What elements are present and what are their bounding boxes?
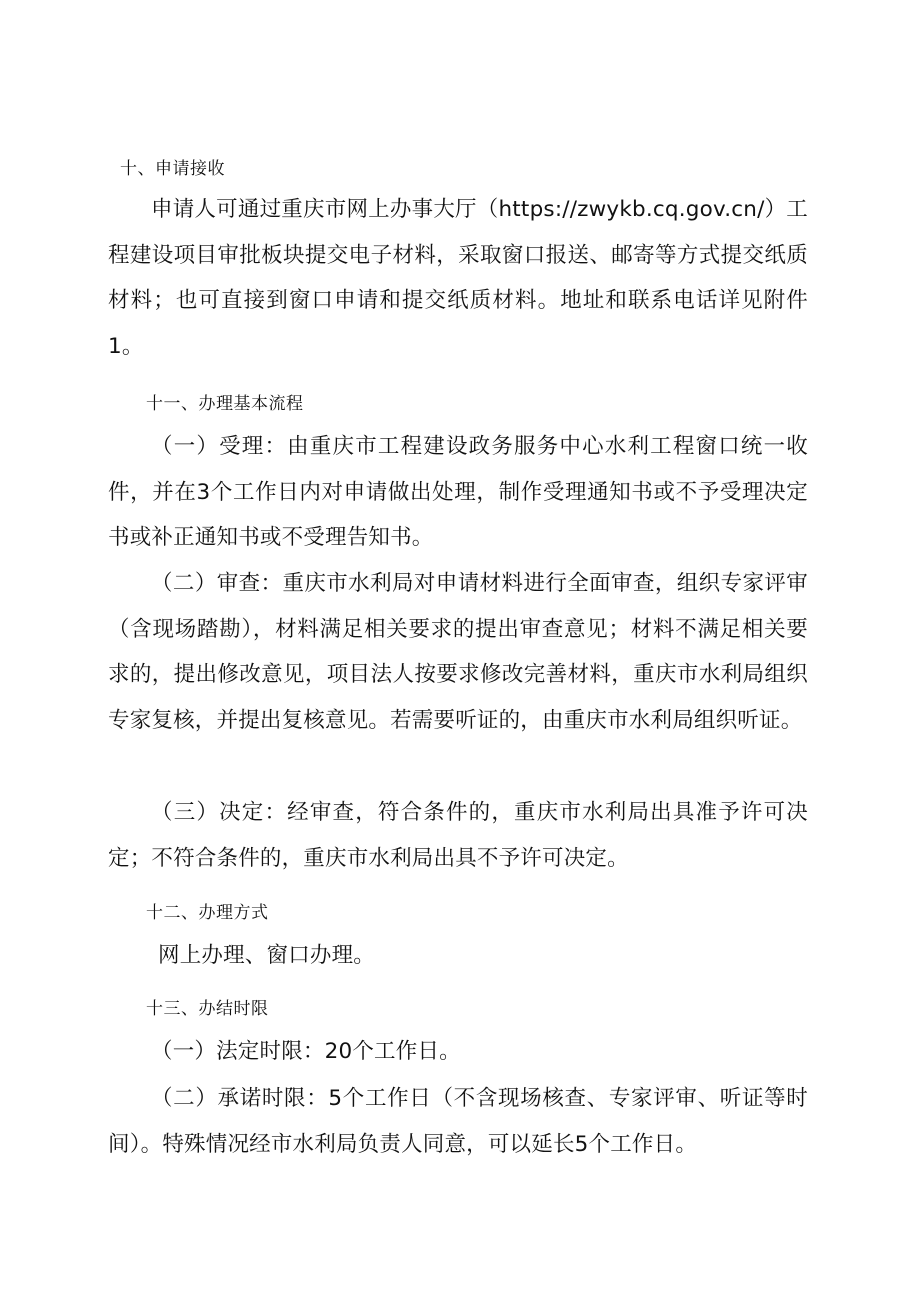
paragraph-committed-time-limit: （二）承诺时限：5个工作日（不含现场核查、专家评审、听证等时间）。特殊情况经市水利局负责人同意，可以延长5个工作日。 xyxy=(108,1086,808,1157)
paragraph-decision: （三）决定：经审查，符合条件的，重庆市水利局出具准予许可决定；不符合条件的，重庆市水利局出具不予许可决定。 xyxy=(108,800,808,871)
section-heading-11: 十一、办理基本流程 xyxy=(146,394,304,414)
paragraph-acceptance: （一）受理：由重庆市工程建设政务服务中心水利工程窗口统一收件，并在3个工作日内对申请做出处理，制作受理通知书或不予受理决定书或补正通知书或不受理告知书。 xyxy=(108,434,808,550)
paragraph-handling-method: 网上办理、窗口办理。 xyxy=(158,943,376,968)
paragraph-review: （二）审查：重庆市水利局对申请材料进行全面审查，组织专家评审（含现场踏勘），材料满足相关要求的提出审查意见；材料不满足相关要求的，提出修改意见，项目法人按要求修改完善材料，重庆市水利局组织专家复核，并提出复核意见。若需要听证的，由重庆市水利局组织听证。 xyxy=(108,571,808,733)
section-heading-12: 十二、办理方式 xyxy=(146,903,269,923)
section-heading-13: 十三、办结时限 xyxy=(146,999,269,1019)
paragraph-application-receipt: 申请人可通过重庆市网上办事大厅（https://zwykb.cq.gov.cn/）工程建设项目审批板块提交电子材料，采取窗口报送、邮寄等方式提交纸质材料；也可直接到窗口申请和提交纸质材料。地址和联系电话详见附件1。 xyxy=(108,197,808,359)
section-heading-10: 十、申请接收 xyxy=(120,159,225,179)
paragraph-legal-time-limit: （一）法定时限：20个工作日。 xyxy=(151,1039,461,1064)
